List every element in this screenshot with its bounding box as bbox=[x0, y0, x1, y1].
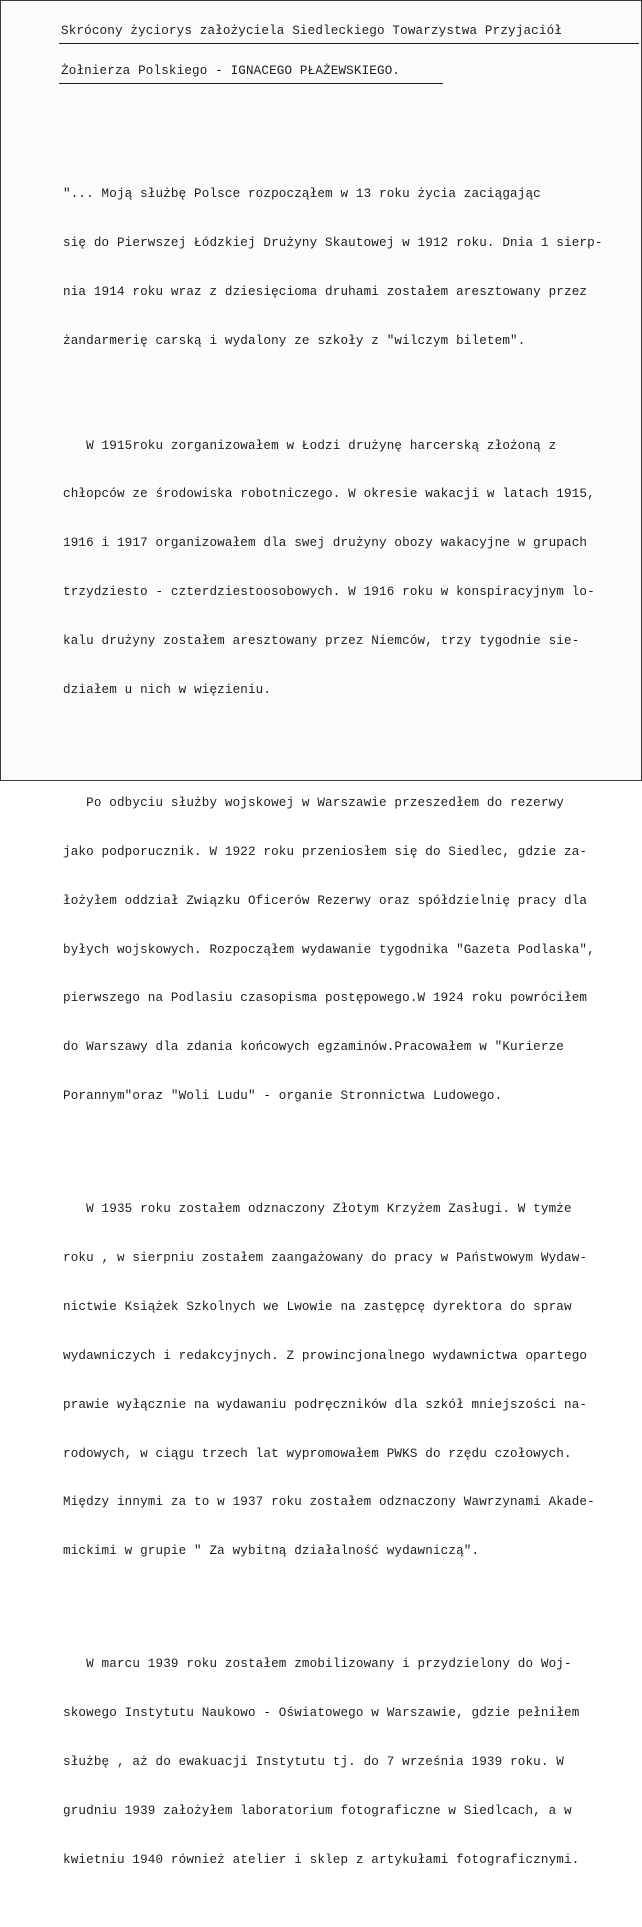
text-line: kalu drużyny zostałem aresztowany przez Niemców, trzy tygodnie sie- bbox=[63, 634, 580, 649]
text-line: Porannym"oraz "Woli Ludu" - organie Stronnictwa Ludowego. bbox=[63, 1089, 503, 1104]
text-line: byłych wojskowych. Rozpocząłem wydawanie tygodnika "Gazeta Podlaska", bbox=[63, 942, 595, 957]
text-line: do Warszawy dla zdania końcowych egzaminów.Pracowałem w "Kurierze bbox=[63, 1040, 564, 1055]
text-line: mickimi w grupie " Za wybitną działalność wydawniczą". bbox=[63, 1544, 480, 1559]
text-line: prawie wyłącznie na wydawaniu podręczników dla szkół mniejszości na- bbox=[63, 1397, 588, 1412]
paragraph bbox=[63, 1163, 633, 1590]
text-line: W 1915roku zorganizowałem w Łodzi drużynę harcerską złożoną z bbox=[63, 438, 557, 453]
paragraph bbox=[63, 408, 633, 729]
heading-underline-2 bbox=[59, 83, 443, 84]
text-line: się do Pierwszej Łódzkiej Drużyny Skautowej w 1912 roku. Dnia 1 sierp- bbox=[63, 235, 603, 250]
text-line: skowego Instytutu Naukowo - Oświatowego w Warszawie, gdzie pełniłem bbox=[63, 1706, 580, 1721]
text-line: służbę , aż do ewakuacji Instytutu tj. do 7 września 1939 roku. W bbox=[63, 1755, 564, 1770]
heading-underline-1 bbox=[59, 43, 639, 44]
text-line: W 1935 roku zostałem odznaczony Złotym Krzyżem Zasługi. W tymże bbox=[63, 1202, 572, 1217]
paragraph bbox=[63, 156, 633, 380]
text-line: "... Moją służbę Polsce rozpocząłem w 13 roku życia zaciągając bbox=[63, 187, 541, 201]
text-line: 1916 i 1917 organizowałem dla swej drużyny obozy wakacyjne w grupach bbox=[63, 536, 588, 551]
paragraph bbox=[63, 1618, 633, 1898]
text-line: działem u nich w więzieniu. bbox=[63, 683, 272, 698]
text-line: łożyłem oddział Związku Oficerów Rezerwy oraz spółdzielnię pracy dla bbox=[63, 893, 588, 908]
heading-line-2: Żołnierza Polskiego - IGNACEGO PŁAŻEWSKIEGO. bbox=[61, 64, 401, 78]
text-line: wydawniczych i redakcyjnych. Z prowincjonalnego wydawnictwa opartego bbox=[63, 1348, 588, 1363]
text-line: W marcu 1939 roku zostałem zmobilizowany i przydzielony do Woj- bbox=[63, 1657, 572, 1672]
text-line: nia 1914 roku wraz z dziesięcioma druhami zostałem aresztowany przez bbox=[63, 284, 588, 299]
text-line: grudniu 1939 założyłem laboratorium fotograficzne w Siedlcach, a w bbox=[63, 1803, 572, 1818]
text-line: Po odbyciu służby wojskowej w Warszawie przeszedłem do rezerwy bbox=[63, 795, 564, 810]
paragraph bbox=[63, 757, 633, 1135]
text-line: jako podporucznik. W 1922 roku przeniosłem się do Siedlec, gdzie za- bbox=[63, 844, 588, 859]
text-line: żandarmerię carską i wydalony ze szkoły z "wilczym biletem". bbox=[63, 333, 526, 348]
text-line: pierwszego na Podlasiu czasopisma postępowego.W 1924 roku powróciłem bbox=[63, 991, 588, 1006]
text-line: chłopców ze środowiska robotniczego. W okresie wakacji w latach 1915, bbox=[63, 487, 595, 502]
text-line: trzydziesto - czterdziestoosobowych. W 1916 roku w konspiracyjnym lo- bbox=[63, 585, 595, 600]
text-line: rodowych, w ciągu trzech lat wypromowałem PWKS do rzędu czołowych. bbox=[63, 1446, 572, 1461]
text-line: kwietniu 1940 również atelier i sklep z artykułami fotograficznymi. bbox=[63, 1852, 580, 1867]
heading-line-1: Skrócony życiorys założyciela Siedleckiego Towarzystwa Przyjaciół bbox=[61, 24, 562, 38]
text-line: Między innymi za to w 1937 roku zostałem odznaczony Wawrzynami Akade- bbox=[63, 1495, 595, 1510]
biography-body bbox=[63, 128, 633, 1927]
text-line: nictwie Książek Szkolnych we Lwowie na zastępcę dyrektora do spraw bbox=[63, 1299, 572, 1314]
text-line: roku , w sierpniu zostałem zaangażowany do pracy w Państwowym Wydaw- bbox=[63, 1251, 588, 1266]
